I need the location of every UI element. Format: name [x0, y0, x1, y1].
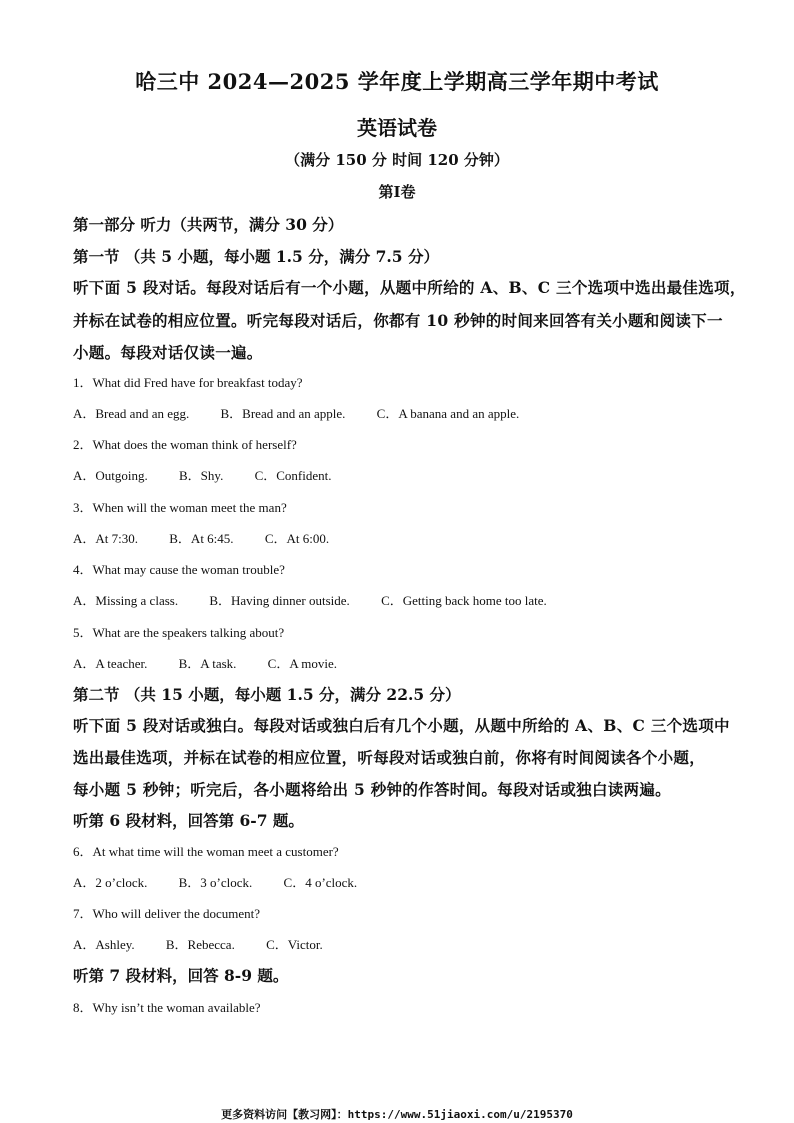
option: A．2 o’clock.	[73, 875, 148, 890]
question-stem: 2．What does the woman think of herself?	[73, 437, 297, 452]
question-stem: 4．What may cause the woman trouble?	[73, 562, 285, 577]
exam-meta: （满分 150 分 时间 120 分钟）	[285, 151, 509, 169]
question-options	[73, 528, 734, 547]
question-stem: 1．What did Fred have for breakfast today?	[73, 375, 303, 390]
section1-instruction-line: 听下面 5 段对话。每段对话后有一个小题，从题中所给的 A、B、C 三个选项中选出最佳选项，	[73, 278, 746, 297]
section1-heading: 第一节 （共 5 小题，每小题 1.5 分，满分 7.5 分）	[73, 247, 439, 266]
section1-instruction-line: 小题。每段对话仅读一遍。	[73, 343, 263, 362]
option: A．Outgoing.	[73, 468, 148, 483]
option: B．3 o’clock.	[178, 875, 253, 890]
option: A．Missing a class.	[73, 593, 179, 608]
section2-instruction-line: 选出最佳选项，并标在试卷的相应位置，听每段对话或独白前，你将有时间阅读各个小题，	[73, 748, 706, 767]
section1-instruction-line: 并标在试卷的相应位置。听完每段对话后，你都有 10 秒钟的时间来回答有关小题和阅读下一	[73, 311, 723, 330]
volume-heading: 第Ⅰ卷	[378, 183, 416, 201]
question-stem: 6．At what time will the woman meet a customer?	[73, 844, 339, 859]
question-stem: 3．When will the woman meet the man?	[73, 500, 287, 515]
option: C．At 6:00.	[264, 531, 330, 546]
footer-link[interactable]: 更多资料访问【教习网】：https://www.51jiaoxi.com/u/2195370	[221, 1108, 573, 1121]
question-options	[73, 653, 734, 672]
option: C．Confident.	[254, 468, 332, 483]
section2-instruction-line: 每小题 5 秒钟；听完后，各小题将给出 5 秒钟的作答时间。每段对话或独白读两遍。	[73, 780, 671, 799]
section2-instruction-line: 听下面 5 段对话或独白。每段对话或独白后有几个小题，从题中所给的 A、B、C 三个选项中	[73, 716, 730, 735]
question-stem: 5．What are the speakers talking about?	[73, 625, 285, 640]
option: C．Getting back home too late.	[381, 593, 547, 608]
option: B．At 6:45.	[169, 531, 234, 546]
exam-subtitle: 英语试卷	[357, 116, 437, 140]
option: B．Having dinner outside.	[209, 593, 350, 608]
group-heading: 听第 6 段材料，回答第 6-7 题。	[73, 811, 304, 830]
option: A．A teacher.	[73, 656, 148, 671]
question-options	[73, 934, 734, 953]
question-options	[73, 590, 734, 609]
question-stem: 7．Who will deliver the document?	[73, 906, 261, 921]
option: C．A banana and an apple.	[376, 406, 520, 421]
option: B．Shy.	[179, 468, 224, 483]
group-heading: 听第 7 段材料，回答 8-9 题。	[73, 966, 289, 985]
part1-heading: 第一部分 听力（共两节，满分 30 分）	[73, 215, 344, 234]
section2-heading: 第二节 （共 15 小题，每小题 1.5 分，满分 22.5 分）	[73, 685, 461, 704]
question-options	[73, 465, 734, 484]
option: A．Bread and an egg.	[73, 406, 190, 421]
option: C．4 o’clock.	[283, 875, 358, 890]
option: B．Bread and an apple.	[220, 406, 346, 421]
option: A．At 7:30.	[73, 531, 139, 546]
exam-title: 哈三中 2024—2025 学年度上学期高三学年期中考试	[135, 69, 659, 94]
question-options	[73, 872, 734, 891]
option: A．Ashley.	[73, 937, 135, 952]
option: B．A task.	[178, 656, 237, 671]
question-options	[73, 403, 734, 422]
option: B．Rebecca.	[165, 937, 235, 952]
question-stem: 8．Why isn’t the woman available?	[73, 1000, 261, 1015]
option: C．A movie.	[267, 656, 338, 671]
option: C．Victor.	[266, 937, 323, 952]
